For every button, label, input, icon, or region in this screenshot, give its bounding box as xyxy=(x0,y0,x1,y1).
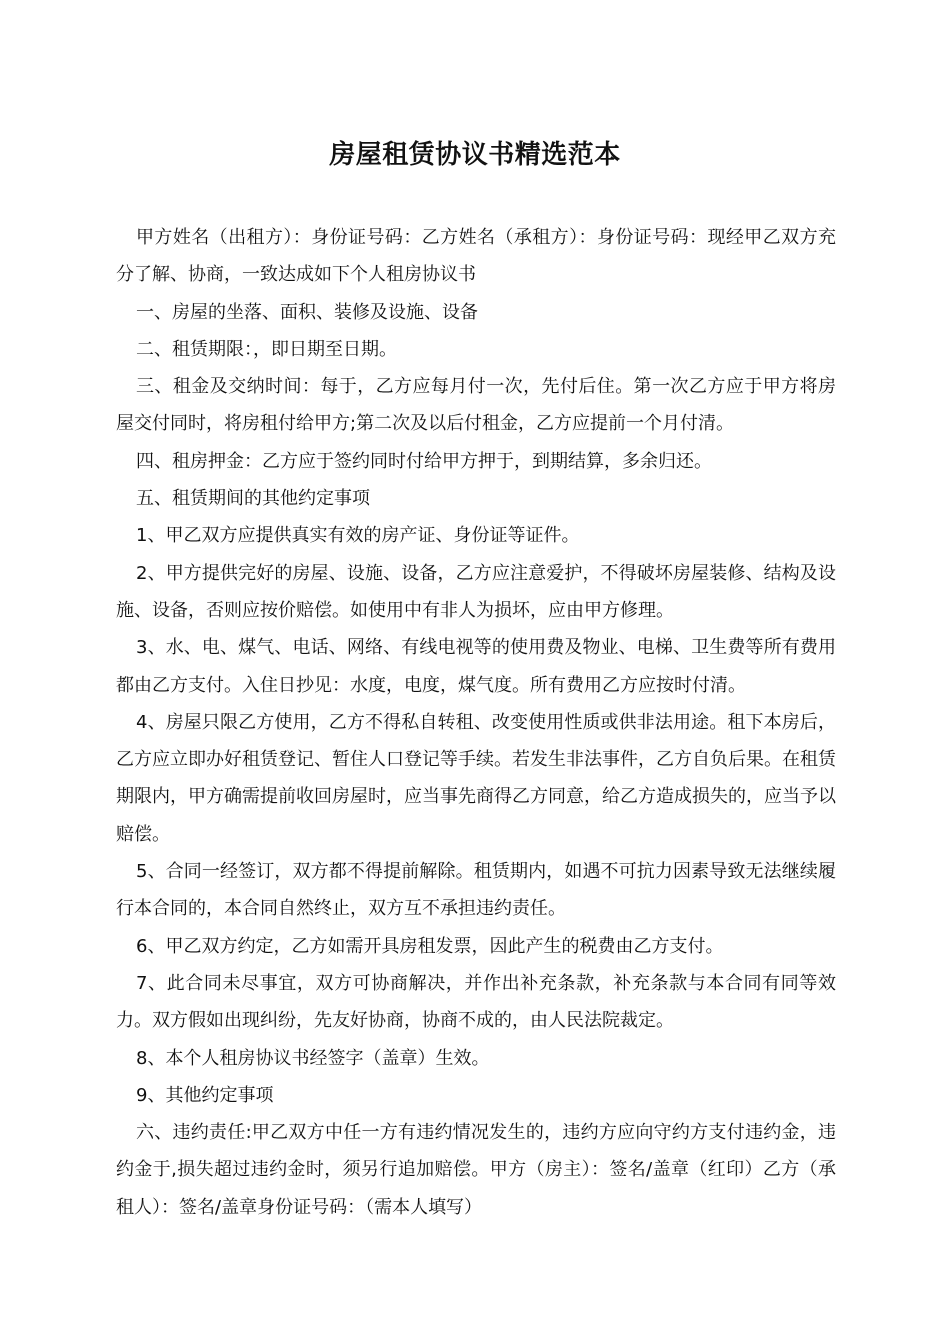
paragraph-item-4: 4、房屋只限乙方使用，乙方不得私自转租、改变使用性质或供非法用途。租下本房后，乙方应立即办好租赁登记、暂住人口登记等手续。若发生非法事件，乙方自负后果。在租赁期限内，甲方确需提前收回房屋时，应当事先商得乙方同意，给乙方造成损失的，应当予以赔偿。 xyxy=(116,711,836,845)
document-body xyxy=(116,219,836,1226)
paragraph-item-6: 6、甲乙双方约定，乙方如需开具房租发票，因此产生的税费由乙方支付。 xyxy=(136,935,724,957)
paragraph-item-9: 9、其他约定事项 xyxy=(136,1084,274,1106)
paragraph-item-5: 5、合同一经签订，双方都不得提前解除。租赁期内，如遇不可抗力因素导致无法继续履行本合同的，本合同自然终止，双方互不承担违约责任。 xyxy=(116,861,836,920)
paragraph-item-8: 8、本个人租房协议书经签字（盖章）生效。 xyxy=(136,1047,490,1069)
paragraph-clause-1: 一、房屋的坐落、面积、装修及设施、设备 xyxy=(136,301,478,323)
paragraph-clause-4: 四、租房押金：乙方应于签约同时付给甲方押于，到期结算，多余归还。 xyxy=(136,450,712,472)
paragraph-parties: 甲方姓名（出租方）：身份证号码：乙方姓名（承租方）：身份证号码：现经甲乙双方充分了解、协商，一致达成如下个人租房协议书 xyxy=(116,227,836,286)
paragraph-item-1: 1、甲乙双方应提供真实有效的房产证、身份证等证件。 xyxy=(136,525,580,547)
paragraph-clause-5: 五、租赁期间的其他约定事项 xyxy=(136,488,370,510)
paragraph-item-3: 3、水、电、煤气、电话、网络、有线电视等的使用费及物业、电梯、卫生费等所有费用都由乙方支付。入住日抄见：水度，电度，煤气度。所有费用乙方应按时付清。 xyxy=(116,637,836,696)
paragraph-clause-3: 三、租金及交纳时间：每于，乙方应每月付一次，先付后住。第一次乙方应于甲方将房屋交付同时，将房租付给甲方;第二次及以后付租金，乙方应提前一个月付清。 xyxy=(116,376,836,435)
document-title: 房屋租赁协议书精选范本 xyxy=(329,140,621,170)
paragraph-item-7: 7、此合同未尽事宜，双方可协商解决，并作出补充条款，补充条款与本合同有同等效力。双方假如出现纠纷，先友好协商，协商不成的，由人民法院裁定。 xyxy=(116,972,836,1032)
paragraph-clause-2: 二、租赁期限：，即日期至日期。 xyxy=(136,338,397,360)
paragraph-clause-6-signatures: 六、违约责任:甲乙双方中任一方有违约情况发生的，违约方应向守约方支付违约金，违约金于,损失超过违约金时，须另行追加赔偿。甲方（房主）：签名/盖章（红印）乙方（承租人）：签名/盖章身份证号码：（需本人填写） xyxy=(116,1122,836,1218)
paragraph-item-2: 2、甲方提供完好的房屋、设施、设备，乙方应注意爱护，不得破坏房屋装修、结构及设施、设备，否则应按价赔偿。如使用中有非人为损坏，应由甲方修理。 xyxy=(116,562,836,621)
